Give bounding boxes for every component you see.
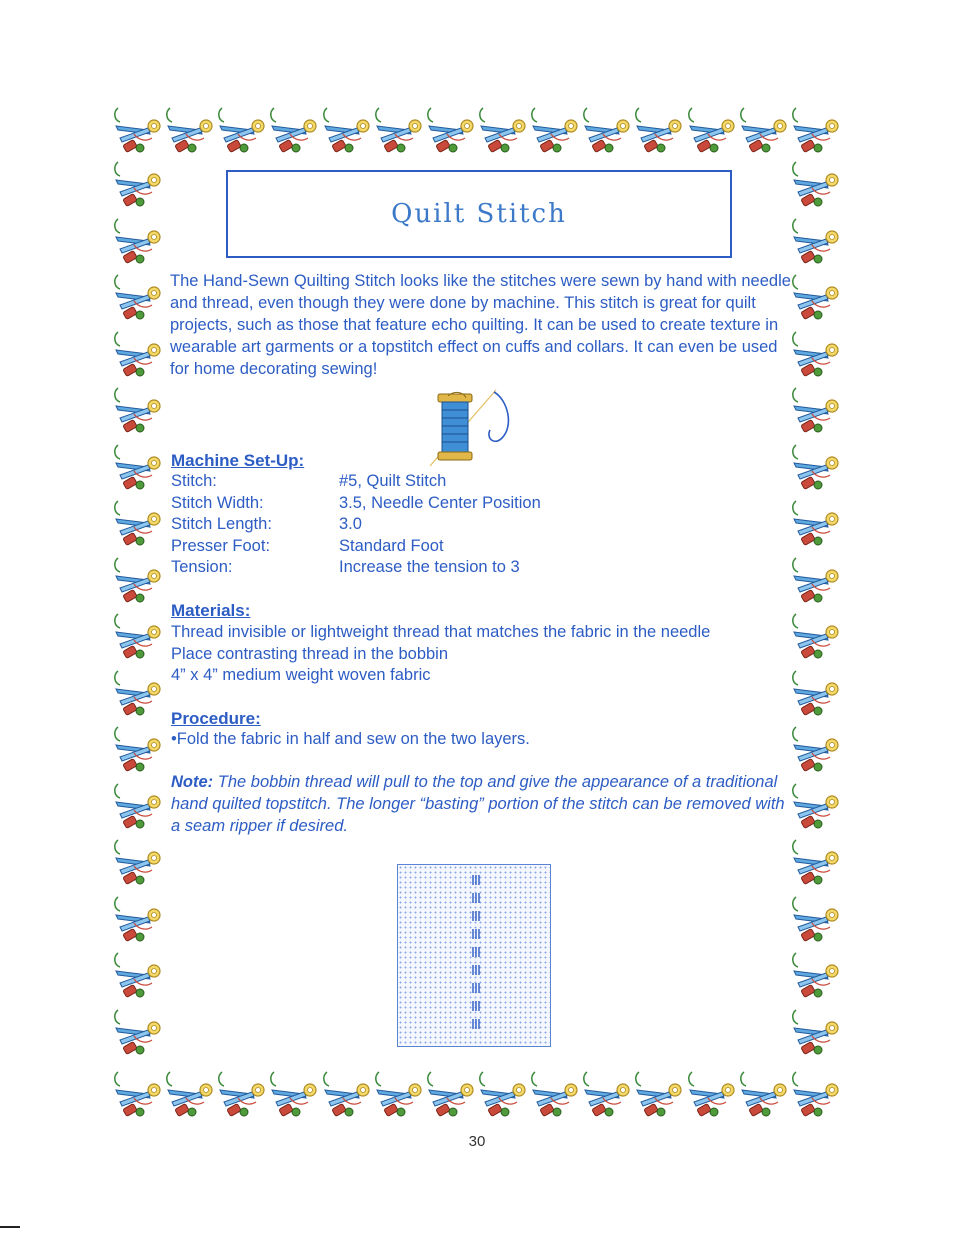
border-right xyxy=(790,158,850,1058)
scissors-thread-spool-icon xyxy=(738,104,790,156)
scissors-thread-spool-icon xyxy=(581,104,633,156)
scissors-thread-spool-icon xyxy=(216,1068,268,1120)
scissors-thread-spool-icon xyxy=(425,1068,477,1120)
scissors-thread-spool-icon xyxy=(112,610,164,662)
setup-row-stitch xyxy=(171,471,541,493)
scissors-thread-spool-icon xyxy=(790,893,842,945)
list-item: Thread invisible or lightweight thread that matches the fabric in the needle xyxy=(171,623,711,641)
scissors-thread-spool-icon xyxy=(112,667,164,719)
note-text: The bobbin thread will pull to the top and give the appearance of a traditional hand quilted topstitch. The longer “basting” portion of the stitch can be removed with a seam ripper if desired. xyxy=(171,773,785,835)
scissors-thread-spool-icon xyxy=(112,554,164,606)
scissors-thread-spool-icon xyxy=(790,667,842,719)
setup-row-stitch-length xyxy=(171,514,541,536)
border-top xyxy=(112,104,842,160)
scissors-thread-spool-icon xyxy=(790,104,842,156)
scissors-thread-spool-icon xyxy=(268,1068,320,1120)
scissors-thread-spool-icon xyxy=(425,104,477,156)
note-paragraph xyxy=(171,771,796,837)
scissors-thread-spool-icon xyxy=(686,104,738,156)
scissors-thread-spool-icon xyxy=(112,780,164,832)
scissors-thread-spool-icon xyxy=(112,497,164,549)
setup-row-stitch-width xyxy=(171,493,541,515)
procedure-list xyxy=(171,729,530,751)
list-item: 4” x 4” medium weight woven fabric xyxy=(171,666,431,685)
scissors-thread-spool-icon xyxy=(790,271,842,323)
stitched-fabric-swatch xyxy=(397,864,551,1047)
setup-label: Stitch Width: xyxy=(171,493,264,512)
thread-spool-needle-icon xyxy=(424,386,516,468)
scissors-thread-spool-icon xyxy=(112,271,164,323)
scissors-thread-spool-icon xyxy=(112,723,164,775)
scissors-thread-spool-icon xyxy=(112,1006,164,1058)
title-box xyxy=(226,170,732,258)
setup-label: Stitch Length: xyxy=(171,515,272,534)
scissors-thread-spool-icon xyxy=(112,104,164,156)
scissors-thread-spool-icon xyxy=(790,328,842,380)
list-item: •Fold the fabric in half and sew on the two layers. xyxy=(171,730,530,748)
scissors-thread-spool-icon xyxy=(373,1068,425,1120)
scissors-thread-spool-icon xyxy=(633,1068,685,1120)
scissors-thread-spool-icon xyxy=(112,893,164,945)
scissors-thread-spool-icon xyxy=(790,441,842,493)
scissors-thread-spool-icon xyxy=(164,1068,216,1120)
page-title: Quilt Stitch xyxy=(391,199,567,229)
scissors-thread-spool-icon xyxy=(477,104,529,156)
page-number: 30 xyxy=(468,1133,486,1150)
note-label: Note: xyxy=(171,773,214,791)
scissors-thread-spool-icon xyxy=(581,1068,633,1120)
scissors-thread-spool-icon xyxy=(112,384,164,436)
quilt-stitch-line xyxy=(471,871,481,1041)
scissors-thread-spool-icon xyxy=(268,104,320,156)
setup-value: Standard Foot xyxy=(339,536,444,555)
procedure-heading: Procedure: xyxy=(171,709,261,728)
scissors-thread-spool-icon xyxy=(790,610,842,662)
list-item: Place contrasting thread in the bobbin xyxy=(171,644,449,663)
setup-value: 3.5, Needle Center Position xyxy=(339,493,541,512)
setup-label: Presser Foot: xyxy=(171,536,271,555)
materials-heading: Materials: xyxy=(171,601,251,620)
intro-paragraph: The Hand-Sewn Quilting Stitch looks like the stitches were sewn by hand with needle and thread, even though they were done by machine. This stitch is great for quilt projects, such as those that feature echo quilting. It can be used to create texture in wearable art garments or a topstitch effect on cuffs and collars. It can even be used for home decorating sewing! xyxy=(170,272,791,378)
scissors-thread-spool-icon xyxy=(112,328,164,380)
scissors-thread-spool-icon xyxy=(373,104,425,156)
scissors-thread-spool-icon xyxy=(738,1068,790,1120)
scissors-thread-spool-icon xyxy=(790,1068,842,1120)
scan-mark xyxy=(0,1226,20,1228)
setup-value: Increase the tension to 3 xyxy=(339,558,520,577)
border-bottom xyxy=(112,1068,842,1124)
setup-value: #5, Quilt Stitch xyxy=(339,472,447,490)
scissors-thread-spool-icon xyxy=(112,441,164,493)
scissors-thread-spool-icon xyxy=(529,1068,581,1120)
machine-setup-table xyxy=(171,471,541,579)
scissors-thread-spool-icon xyxy=(790,836,842,888)
scissors-thread-spool-icon xyxy=(633,104,685,156)
scissors-thread-spool-icon xyxy=(790,780,842,832)
machine-setup-heading: Machine Set-Up: xyxy=(171,451,305,470)
scissors-thread-spool-icon xyxy=(477,1068,529,1120)
setup-row-tension xyxy=(171,557,541,579)
scissors-thread-spool-icon xyxy=(112,1068,164,1120)
scissors-thread-spool-icon xyxy=(790,215,842,267)
setup-value: 3.0 xyxy=(339,515,362,534)
materials-list xyxy=(171,622,710,687)
scissors-thread-spool-icon xyxy=(686,1068,738,1120)
scissors-thread-spool-icon xyxy=(164,104,216,156)
scissors-thread-spool-icon xyxy=(216,104,268,156)
scissors-thread-spool-icon xyxy=(321,104,373,156)
scissors-thread-spool-icon xyxy=(790,723,842,775)
scissors-thread-spool-icon xyxy=(790,158,842,210)
setup-label: Tension: xyxy=(171,558,233,577)
setup-row-presser-foot xyxy=(171,536,541,558)
scissors-thread-spool-icon xyxy=(790,554,842,606)
scissors-thread-spool-icon xyxy=(112,158,164,210)
scissors-thread-spool-icon xyxy=(112,949,164,1001)
scissors-thread-spool-icon xyxy=(112,836,164,888)
scissors-thread-spool-icon xyxy=(790,384,842,436)
scissors-thread-spool-icon xyxy=(321,1068,373,1120)
scissors-thread-spool-icon xyxy=(790,949,842,1001)
scissors-thread-spool-icon xyxy=(529,104,581,156)
scissors-thread-spool-icon xyxy=(112,215,164,267)
setup-label: Stitch: xyxy=(171,472,217,490)
border-left xyxy=(112,158,172,1058)
scissors-thread-spool-icon xyxy=(790,1006,842,1058)
scissors-thread-spool-icon xyxy=(790,497,842,549)
